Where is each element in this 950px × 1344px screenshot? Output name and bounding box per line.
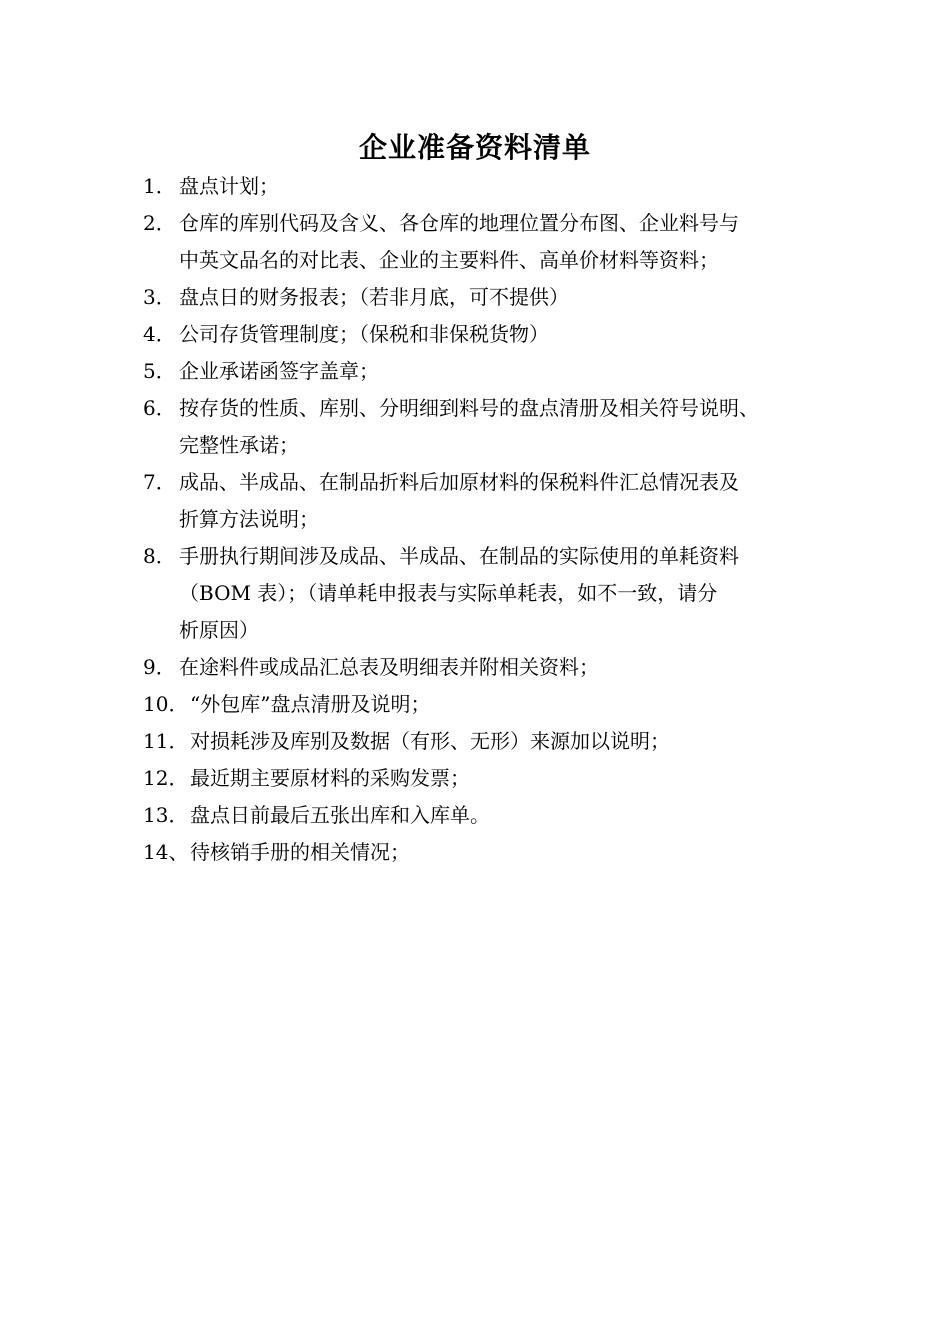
item-line: 盘点日前最后五张出库和入库单。 [190, 803, 490, 827]
item-line: 对损耗涉及库别及数据（有形、无形）来源加以说明； [190, 729, 670, 753]
item-text [179, 538, 843, 649]
item-number: 2． [143, 211, 176, 235]
item-line: 盘点日的财务报表；（若非月底，可不提供） [179, 285, 569, 309]
item-text [179, 168, 843, 205]
item-number: 5． [143, 359, 176, 383]
item-number: 6． [143, 396, 176, 420]
item-text [190, 797, 843, 834]
list-item [143, 205, 843, 279]
item-text [179, 279, 843, 316]
item-text [179, 464, 843, 538]
item-line: 公司存货管理制度；（保税和非保税货物） [179, 322, 549, 346]
item-text [179, 353, 843, 390]
item-line: 完整性承诺； [179, 433, 299, 457]
list-item [143, 464, 843, 538]
list-item [143, 723, 843, 760]
list-item [143, 279, 843, 316]
item-line: 手册执行期间涉及成品、半成品、在制品的实际使用的单耗资料 [179, 544, 739, 568]
list-item [143, 353, 843, 390]
item-line: 中英文品名的对比表、企业的主要料件、高单价材料等资料； [179, 248, 719, 272]
item-number: 1． [143, 174, 176, 198]
item-text [179, 316, 843, 353]
list-item [143, 649, 843, 686]
item-line: 企业承诺函签字盖章； [179, 359, 379, 383]
item-text [190, 686, 843, 723]
item-number: 7． [143, 470, 176, 494]
list-item [143, 390, 843, 464]
item-text [190, 834, 843, 871]
list-item [143, 168, 843, 205]
document-title: 企业准备资料清单 [358, 131, 591, 164]
requirements-list [143, 168, 843, 871]
item-number: 3． [143, 285, 176, 309]
item-text [179, 390, 843, 464]
item-line: （BOM 表）；（请单耗申报表与实际单耗表，如不一致，请分 [179, 581, 718, 605]
item-number: 14、 [143, 840, 189, 864]
item-line: 待核销手册的相关情况； [190, 840, 410, 864]
item-text [190, 760, 843, 797]
item-number: 11． [143, 729, 189, 753]
item-line: 仓库的库别代码及含义、各仓库的地理位置分布图、企业料号与 [179, 211, 739, 235]
item-text [190, 723, 843, 760]
list-item [143, 834, 843, 871]
item-line: 最近期主要原材料的采购发票； [190, 766, 470, 790]
item-line: 盘点计划； [179, 174, 279, 198]
list-item [143, 316, 843, 353]
item-line: 按存货的性质、库别、分明细到料号的盘点清册及相关符号说明、 [179, 396, 759, 420]
item-line: 折算方法说明； [179, 507, 319, 531]
list-item [143, 686, 843, 723]
item-line: “外包库”盘点清册及说明； [190, 692, 431, 716]
item-number: 8． [143, 544, 176, 568]
item-line: 在途料件或成品汇总表及明细表并附相关资料； [179, 655, 599, 679]
list-item [143, 538, 843, 649]
item-text [179, 205, 843, 279]
item-number: 9． [143, 655, 176, 679]
item-number: 4． [143, 322, 176, 346]
list-item [143, 797, 843, 834]
item-number: 10． [143, 692, 189, 716]
item-number: 12． [143, 766, 189, 790]
list-item [143, 760, 843, 797]
item-line: 成品、半成品、在制品折料后加原材料的保税料件汇总情况表及 [179, 470, 739, 494]
item-number: 13． [143, 803, 189, 827]
item-line: 析原因） [179, 618, 259, 642]
item-text [179, 649, 843, 686]
